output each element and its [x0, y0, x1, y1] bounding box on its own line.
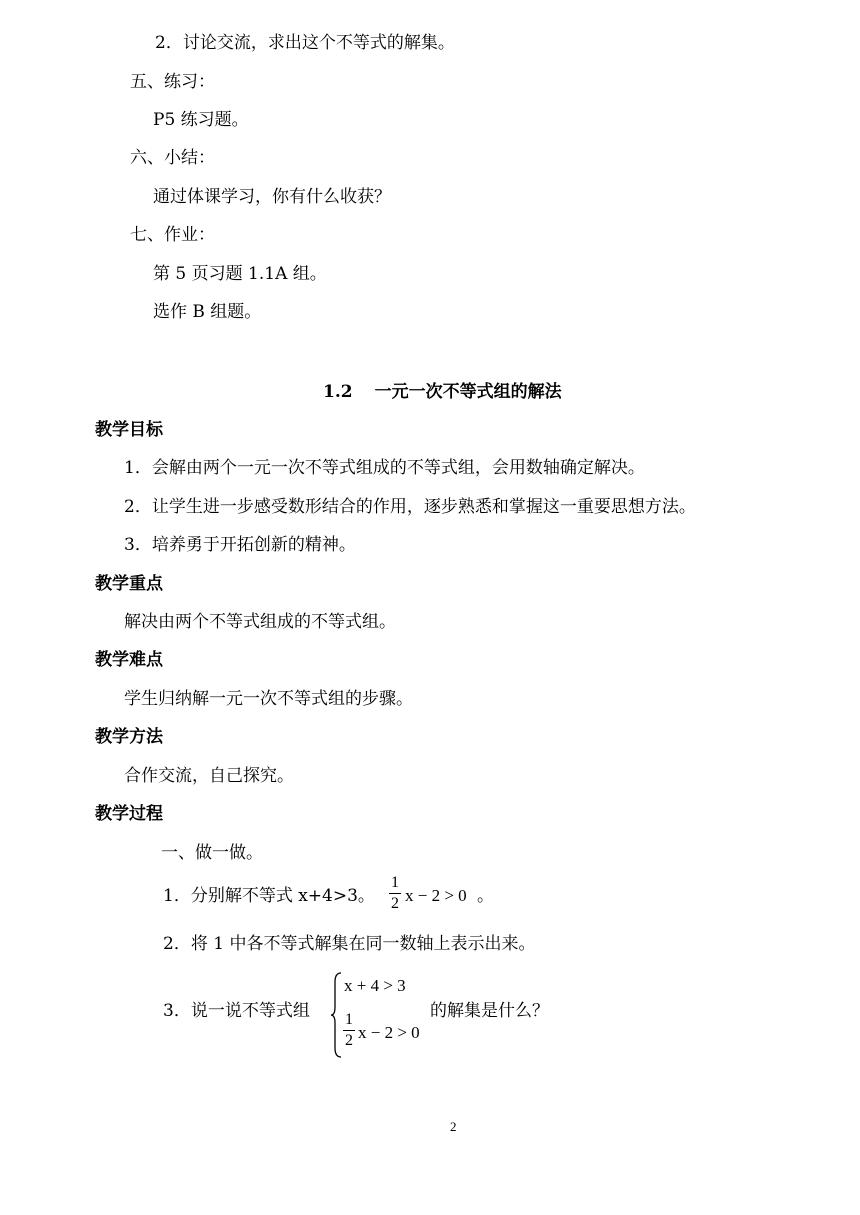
- section-number: 1.2: [323, 382, 353, 402]
- goal-item-3: 3．培养勇于开拓创新的精神。: [124, 535, 356, 555]
- section-7-body-1: 第 5 页习题 1.1A 组。: [153, 264, 327, 284]
- method-body: 合作交流，自己探究。: [124, 766, 294, 786]
- fraction-numerator: 1: [345, 1011, 353, 1028]
- difficulty-heading: 教学难点: [95, 650, 163, 670]
- top-item-2: 2．讨论交流，求出这个不等式的解集。: [155, 33, 455, 53]
- goal-item-2: 2．让学生进一步感受数形结合的作用，逐步熟悉和掌握这一重要思想方法。: [124, 497, 696, 517]
- page-number: 2: [450, 1119, 457, 1134]
- section-7-body-2: 选作 B 组题。: [153, 302, 262, 322]
- question-1-fraction: [389, 874, 401, 913]
- goal-item-1: 1．会解由两个一元一次不等式组成的不等式组，会用数轴确定解决。: [124, 458, 645, 478]
- section-5-heading: 五、练习：: [130, 72, 215, 92]
- section-title-text: 一元一次不等式组的解法: [374, 382, 562, 402]
- difficulty-body: 学生归纳解一元一次不等式组的步骤。: [124, 689, 413, 709]
- process-step-1: 一、做一做。: [161, 843, 263, 863]
- question-1-prefix: 1．分别解不等式 x+4>3。: [163, 886, 375, 906]
- section-6-heading: 六、小结：: [130, 148, 215, 168]
- goals-heading: 教学目标: [95, 420, 163, 440]
- system-line-2-fraction: [343, 1011, 355, 1050]
- question-3-suffix: 的解集是什么？: [430, 1001, 549, 1021]
- system-brace-icon: [330, 972, 342, 1058]
- fraction-denominator: 2: [391, 895, 399, 912]
- method-heading: 教学方法: [95, 727, 163, 747]
- question-2: 2．将 1 中各不等式解集在同一数轴上表示出来。: [163, 934, 536, 954]
- section-7-heading: 七、作业：: [130, 225, 215, 245]
- system-line-1: x + 4 > 3: [344, 976, 406, 995]
- fraction-denominator: 2: [345, 1032, 353, 1049]
- fraction-bar: [343, 1030, 355, 1031]
- fraction-bar: [389, 893, 401, 894]
- section-title: [323, 382, 562, 402]
- question-3-prefix: 3．说一说不等式组: [163, 1001, 310, 1021]
- section-6-body: 通过体课学习，你有什么收获？: [153, 187, 391, 207]
- system-line-2: x − 2 > 0: [358, 1023, 420, 1042]
- question-1-inequality: x − 2 > 0: [405, 886, 467, 905]
- question-1-end: 。: [477, 886, 494, 906]
- keypoint-heading: 教学重点: [95, 574, 163, 594]
- keypoint-body: 解决由两个不等式组成的不等式组。: [124, 612, 396, 632]
- process-heading: 教学过程: [95, 804, 163, 824]
- fraction-numerator: 1: [391, 874, 399, 891]
- section-5-body: P5 练习题。: [153, 110, 249, 130]
